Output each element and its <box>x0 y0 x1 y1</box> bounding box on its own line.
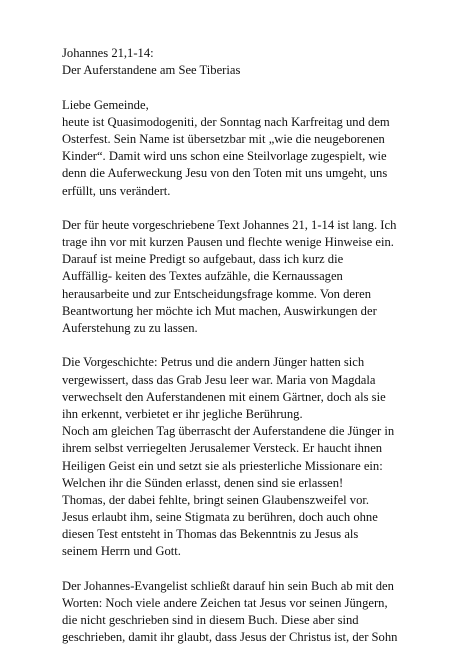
paragraph-line: Worten: Noch viele andere Zeichen tat Jesus vor seinen Jüngern, <box>62 596 388 610</box>
paragraph-line: die nicht geschrieben sind in diesem Buch. Diese aber sind <box>62 613 359 628</box>
paragraph-line: Der für heute vorgeschriebene Text Johannes 21, 1-14 ist lang. Ich <box>62 217 397 232</box>
paragraph-greeting <box>62 97 422 200</box>
passage-heading <box>62 45 422 79</box>
paragraph-line: Welchen ihr die Sünden erlasst, denen sind sie erlassen! <box>62 475 344 490</box>
paragraph-line: Auferstehung zu zu lassen. <box>62 321 198 335</box>
paragraph-line: denn die Auferweckung Jesu von den Toten mit uns umgeht, uns <box>62 166 388 181</box>
paragraph-line: Darauf ist meine Predigt so aufgebaut, dass ich kurz die <box>62 252 344 267</box>
paragraph-line: diesen Test entsteht in Thomas das Bekenntnis zu Jesus als <box>62 527 359 542</box>
document-body <box>62 45 422 664</box>
paragraph-line: Noch am gleichen Tag überrascht der Auferstandene die Jünger in <box>62 424 395 439</box>
paragraph-line: trage ihn vor mit kurzen Pausen und flechte wenige Hinweise ein. <box>62 235 394 250</box>
passage-title: Der Auferstandene am See Tiberias <box>62 63 241 78</box>
paragraph-line: Thomas, der dabei fehlte, bringt seinen Glaubenszweifel vor. <box>62 492 370 507</box>
paragraph-line: geschrieben, damit ihr glaubt, dass Jesus der Christus ist, der Sohn <box>62 630 398 645</box>
paragraph-line: Auffällig- keiten des Textes aufzähle, die Kernaussagen <box>62 269 343 284</box>
passage-reference: Johannes 21,1-14: <box>62 46 154 60</box>
paragraph-line: Kinder“. Damit wird uns schon eine Steilvorlage zugespielt, wie <box>62 149 387 164</box>
paragraph-line: Jesus erlaubt ihm, seine Stigmata zu berühren, doch auch ohne <box>62 510 378 525</box>
paragraph-line: Heiligen Geist ein und setzt sie als priesterliche Missionare ein: <box>62 458 383 473</box>
paragraph-line: Beantwortung her möchte ich Mut machen, Auswirkungen der <box>62 303 377 318</box>
paragraph-line: Der Johannes-Evangelist schließt darauf hin sein Buch ab mit den <box>62 578 394 593</box>
paragraph-introduction <box>62 217 422 337</box>
paragraph-line: Liebe Gemeinde, <box>62 97 149 112</box>
paragraph-line: herausarbeite und zur Entscheidungsfrage komme. Von deren <box>62 286 372 301</box>
paragraph-line: Osterfest. Sein Name ist übersetzbar mit „wie die neugeborenen <box>62 131 385 146</box>
paragraph-line: ihrem selbst verriegelten Jerusalemer Versteck. Er haucht ihnen <box>62 441 383 456</box>
paragraph-line: vergewissert, dass das Grab Jesu leer war. Maria von Magdala <box>62 372 376 387</box>
paragraph-evangelist <box>62 578 422 647</box>
paragraph-line: seinem Herrn und Gott. <box>62 544 181 559</box>
paragraph-line: erfüllt, uns verändert. <box>62 183 171 198</box>
paragraph-background <box>62 354 422 560</box>
paragraph-line: ihn erkennt, verbietet er ihr jegliche Berührung. <box>62 406 303 421</box>
paragraph-line: Die Vorgeschichte: Petrus und die andern Jünger hatten sich <box>62 355 365 370</box>
paragraph-line: heute ist Quasimodogeniti, der Sonntag nach Karfreitag und dem <box>62 114 390 129</box>
paragraph-line: verwechselt den Auferstandenen mit einem Gärtner, doch als sie <box>62 389 386 404</box>
